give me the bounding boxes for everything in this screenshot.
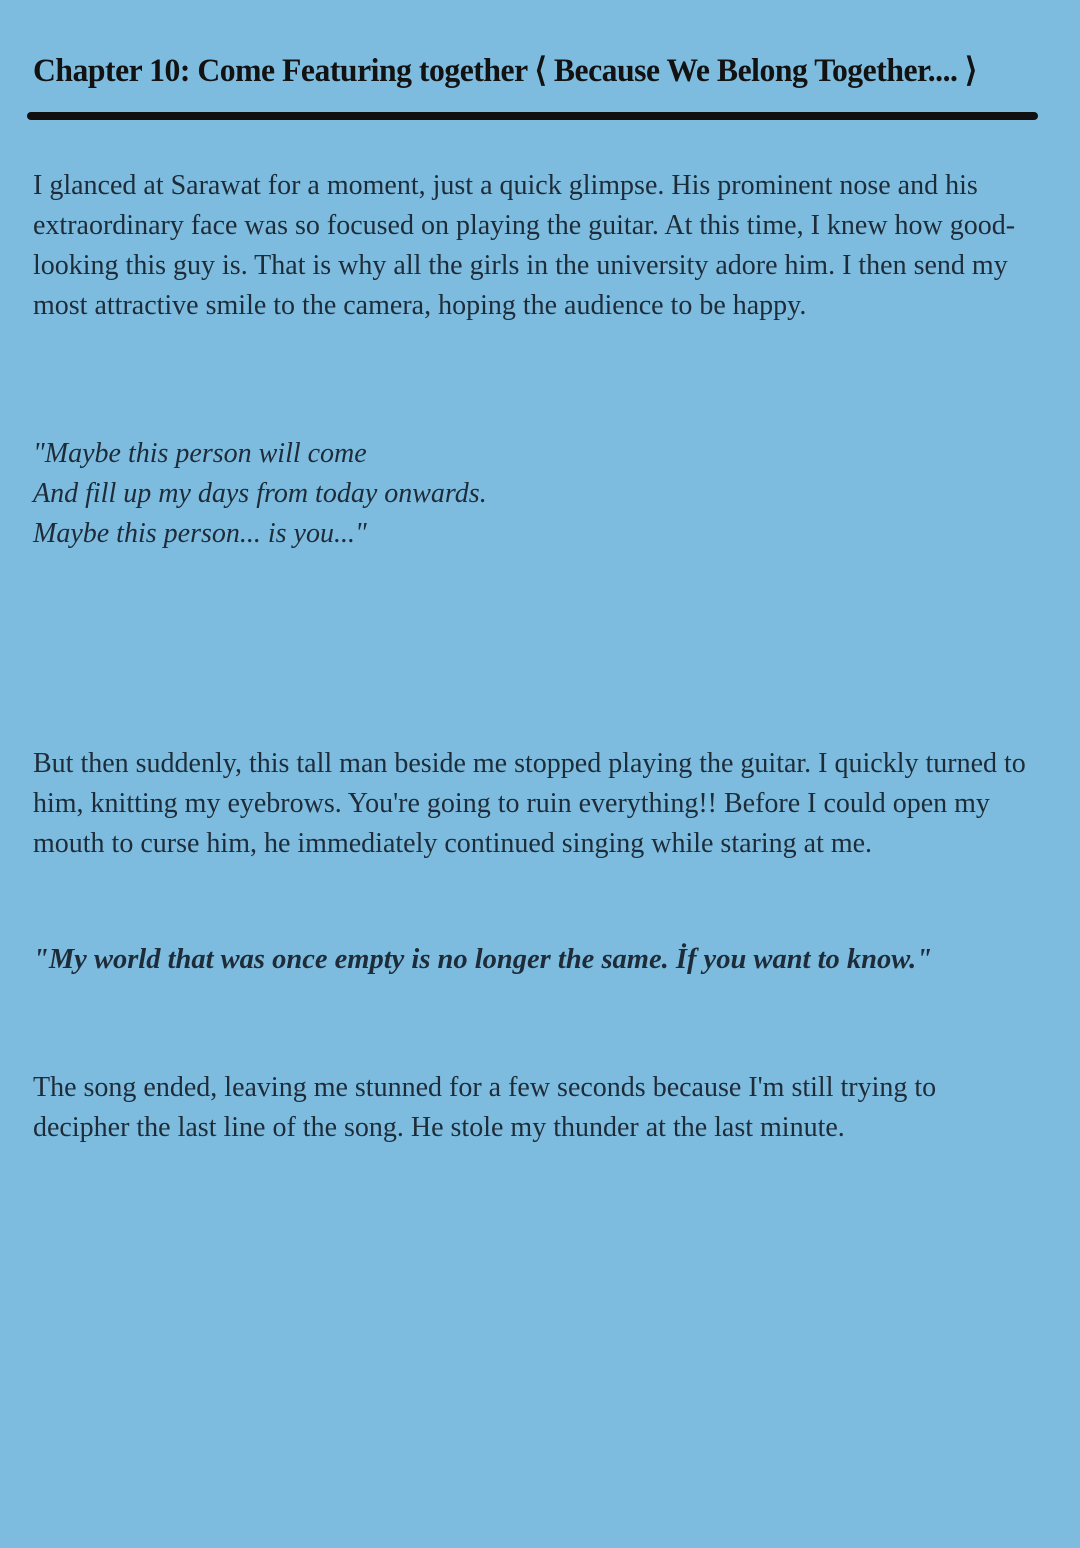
song-quote: "My world that was once empty is no longer the same. İf you want to know.": [33, 944, 933, 975]
chapter-title: Chapter 10: Come Featuring together ⟨ Because We Belong Together.... ⟩: [33, 53, 977, 89]
song-lyrics-block: [33, 434, 1035, 554]
song-lyrics-line-1: "Maybe this person will come: [33, 438, 367, 469]
story-paragraph-1: I glanced at Sarawat for a moment, just a quick glimpse. His prominent nose and his extraordinary face was so focused on playing the guitar. At this time, I knew how good-looking this guy is. That is why all the girls in the university adore him. I then send my most attractive smile to the camera, hoping the audience to be happy.: [33, 170, 1016, 321]
title-divider: [27, 112, 1038, 120]
song-lyrics-line-2: And fill up my days from today onwards.: [33, 478, 487, 509]
story-paragraph-3: The song ended, leaving me stunned for a few seconds because I'm still trying to decipher the last line of the song. He stole my thunder at the last minute.: [33, 1072, 937, 1143]
story-paragraph-2: But then suddenly, this tall man beside me stopped playing the guitar. I quickly turned to him, knitting my eyebrows. You're going to ruin everything!! Before I could open my mouth to curse him, he immediately continued singing while staring at me.: [33, 748, 1026, 859]
song-lyrics-line-3: Maybe this person... is you...": [33, 518, 367, 549]
